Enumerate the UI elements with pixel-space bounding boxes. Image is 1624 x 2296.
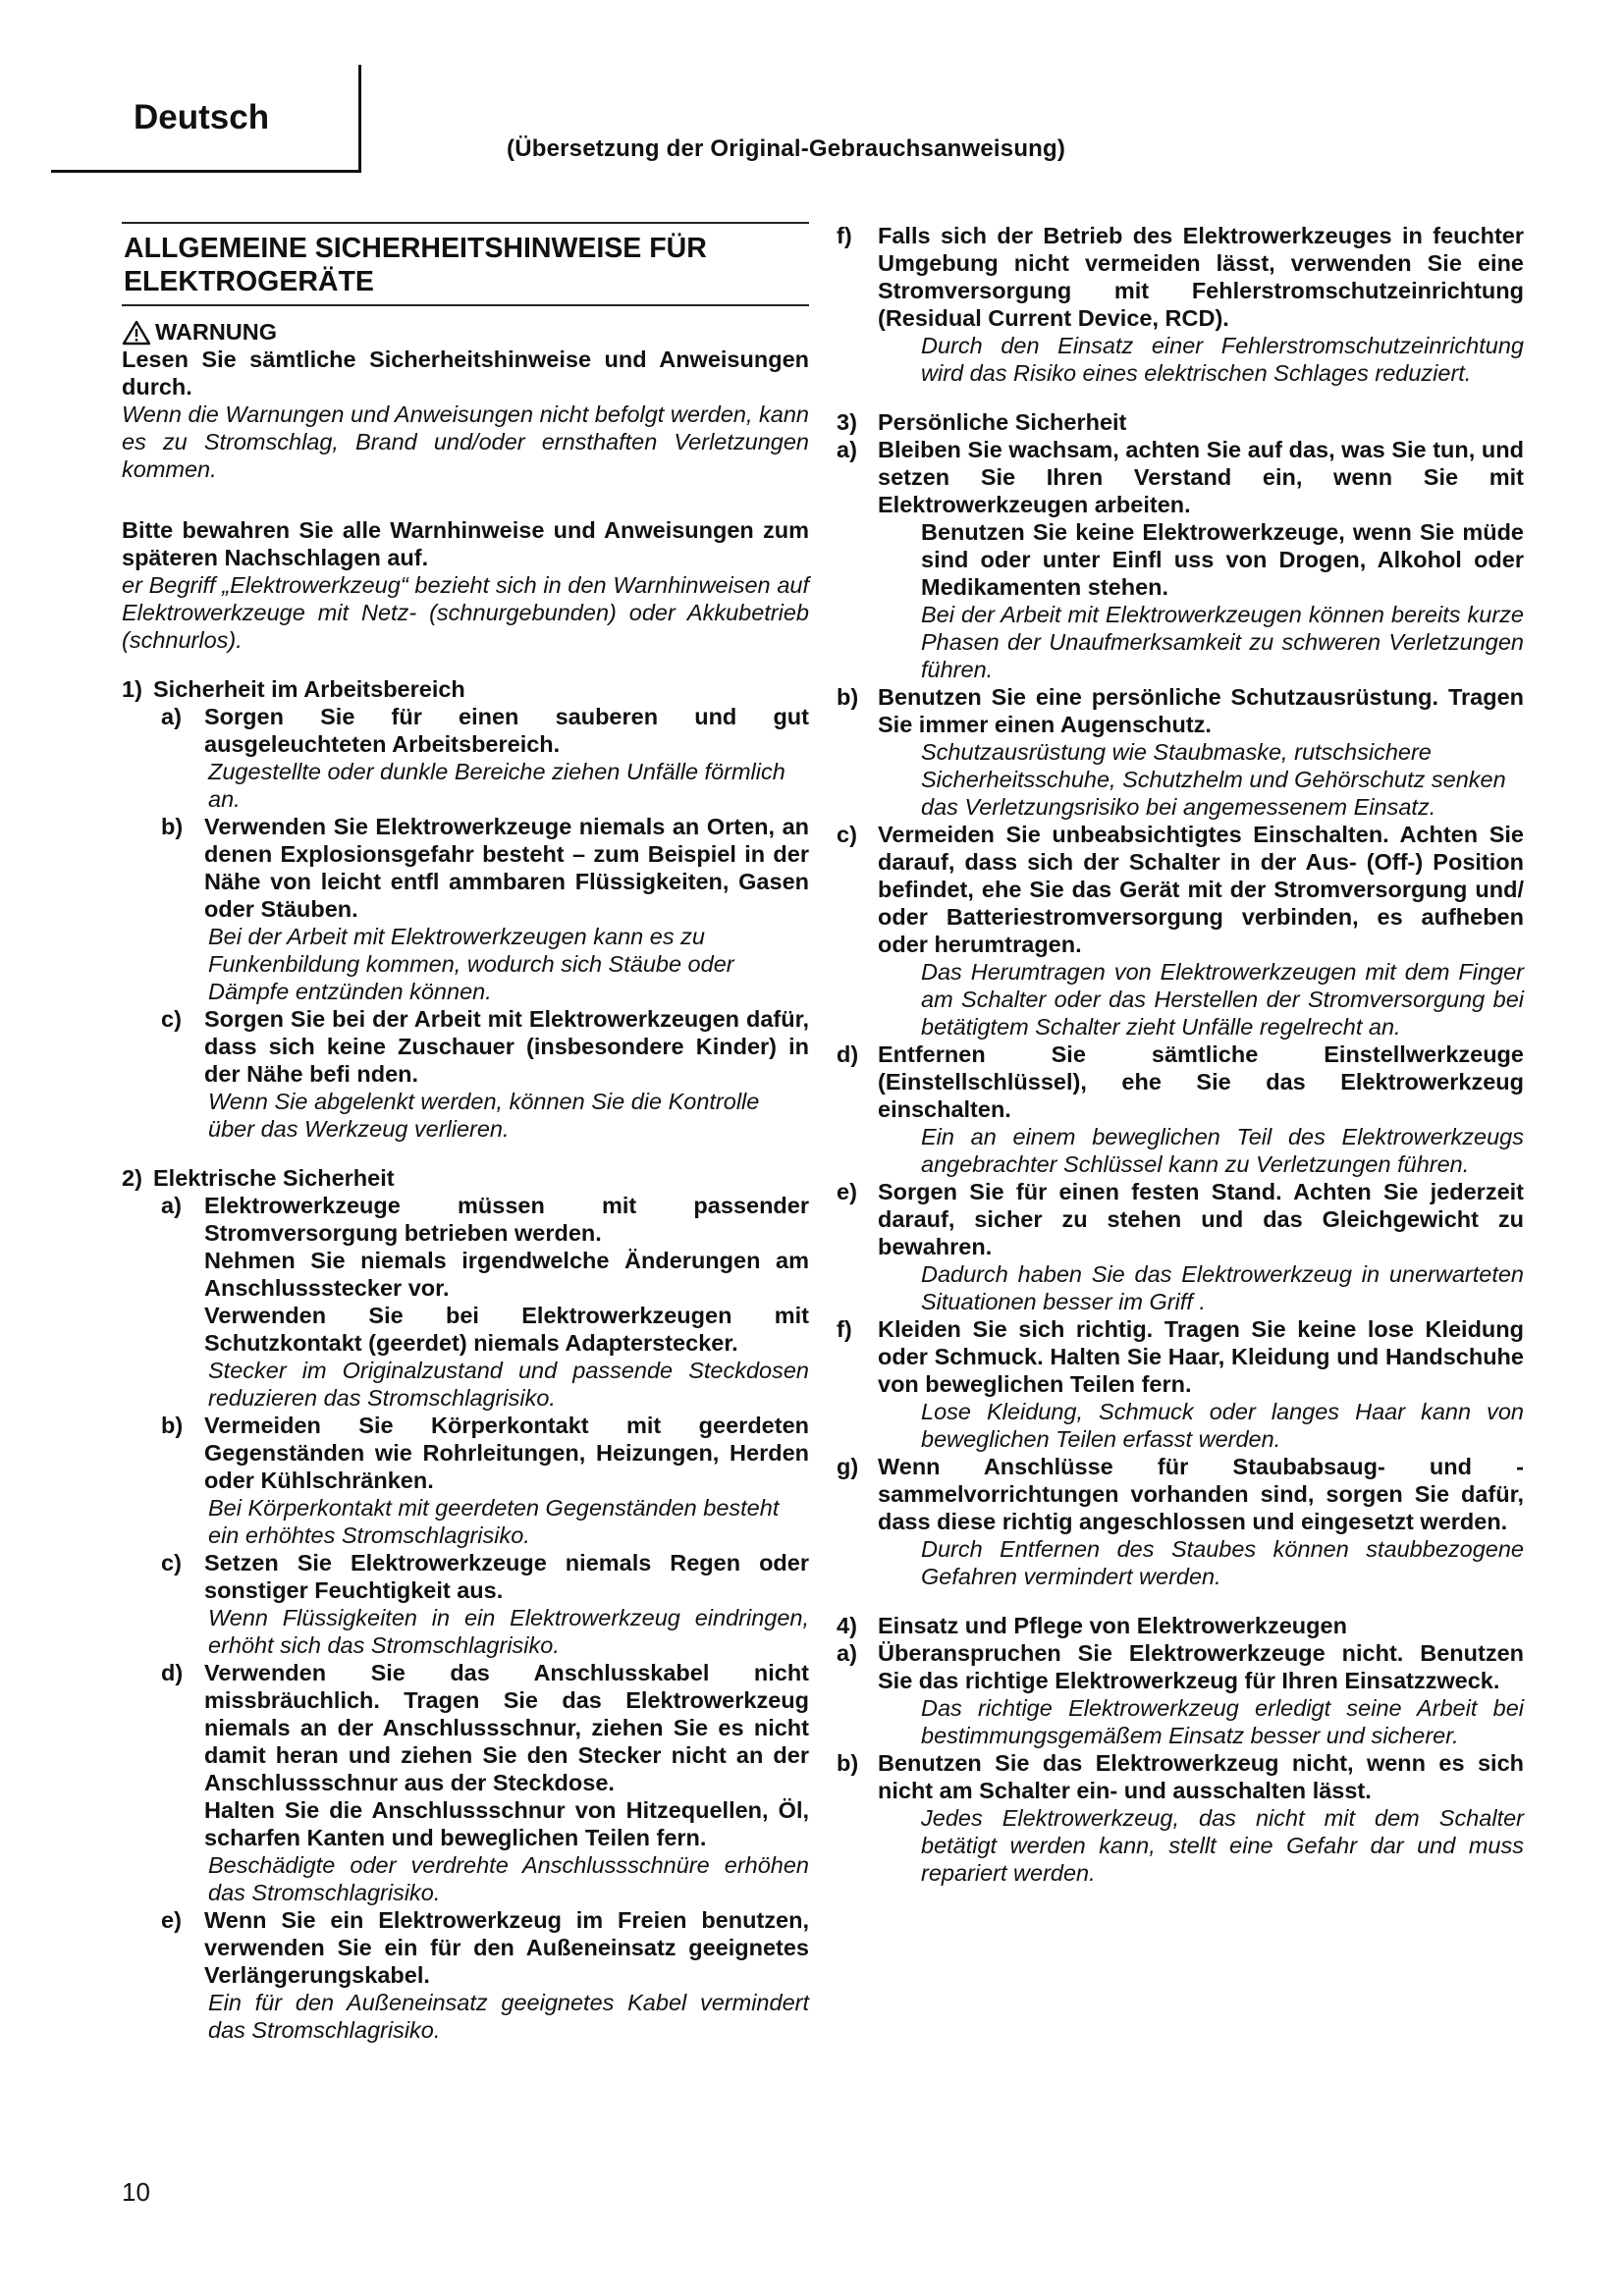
- section-4-title: 4) Einsatz und Pflege von Elektrowerkzeugen: [837, 1613, 1347, 1638]
- section-2-title: 2) Elektrische Sicherheit: [122, 1165, 395, 1191]
- s3-note-f: Lose Kleidung, Schmuck oder langes Haar kann von beweglichen Teilen erfasst werden.: [921, 1399, 1524, 1452]
- term-definition: er Begriff „Elektrowerkzeug“ bezieht sich in den Warnhinweisen auf Elektrowerkzeuge mit Netz- (schnurgebunden) oder Akkubetrieb (schnurlos).: [122, 572, 809, 653]
- s3-note-e: Dadurch haben Sie das Elektrowerkzeug in unerwarteten Situationen besser im Griff .: [921, 1261, 1524, 1314]
- s2-note-e: Ein für den Außeneinsatz geeignetes Kabel vermindert das Stromschlagrisiko.: [208, 1990, 809, 2043]
- intro-italic: Wenn die Warnungen und Anweisungen nicht befolgt werden, kann es zu Stromschlag, Brand und/oder ernsthaften Verletzungen kommen.: [122, 401, 809, 482]
- intro-bold: Lesen Sie sämtliche Sicherheitshinweise und Anweisungen durch.: [122, 347, 809, 400]
- s3-item-d: d) Entfernen Sie sämtliche Einstellwerkzeuge (Einstellschlüssel), ehe Sie das Elektrowerkzeug einschalten.: [837, 1041, 1524, 1122]
- keep-instructions: Bitte bewahren Sie alle Warnhinweise und Anweisungen zum späteren Nachschlagen auf.: [122, 517, 809, 570]
- s2-item-f: f) Falls sich der Betrieb des Elektrowerkzeuges in feuchter Umgebung nicht vermeiden lässt, verwenden Sie eine Stromversorgung mit Fehlerstromschutzeinrichtung (Residual Current Device, RCD).: [837, 223, 1524, 331]
- section-3-title: 3) Persönliche Sicherheit: [837, 409, 1127, 435]
- s3-note-c: Das Herumtragen von Elektrowerkzeugen mit dem Finger am Schalter oder das Herstellen der Stromversorgung bei betätigtem Schalter zieht Unfälle regelrecht an.: [921, 959, 1524, 1040]
- s1-note-b: Bei der Arbeit mit Elektrowerkzeugen kann es zu Funkenbildung kommen, wodurch sich Stäube oder Dämpfe entzünden können.: [208, 924, 734, 1004]
- document-subtitle: (Übersetzung der Original-Gebrauchsanweisung): [507, 135, 1066, 162]
- s4-item-b: b) Benutzen Sie das Elektrowerkzeug nicht, wenn es sich nicht am Schalter ein- und ausschalten lässt.: [837, 1750, 1524, 1803]
- s3-item-f: f) Kleiden Sie sich richtig. Tragen Sie keine lose Kleidung oder Schmuck. Halten Sie Haar, Kleidung und Handschuhe von beweglichen Teilen fern.: [837, 1316, 1524, 1397]
- s2-note-c: Wenn Flüssigkeiten in ein Elektrowerkzeug eindringen, erhöht sich das Stromschlagrisiko.: [208, 1605, 809, 1658]
- s2-item-a-cont1: Nehmen Sie niemals irgendwelche Änderungen am Anschlussstecker vor.: [204, 1248, 809, 1301]
- s2-item-d: d) Verwenden Sie das Anschlusskabel nicht missbräuchlich. Tragen Sie das Elektrowerkzeug niemals an der Anschlussschnur, ziehen Sie es nicht damit heran und ziehen Sie den Stecker nicht an der Anschlussschnur aus der Steckdose.: [161, 1660, 809, 1795]
- s2-note-f: Durch den Einsatz einer Fehlerstromschutzeinrichtung wird das Risiko eines elektrischen Schlages reduziert.: [921, 333, 1524, 386]
- s2-note-a: Stecker im Originalzustand und passende Steckdosen reduzieren das Stromschlagrisiko.: [208, 1358, 809, 1411]
- s2-item-d-cont: Halten Sie die Anschlussschnur von Hitzequellen, Öl, scharfen Kanten und beweglichen Teilen fern.: [204, 1797, 809, 1850]
- s4-note-b: Jedes Elektrowerkzeug, das nicht mit dem Schalter betätigt werden kann, stellt eine Gefahr dar und muss repariert werden.: [921, 1805, 1524, 1886]
- s3-note-d: Ein an einem beweglichen Teil des Elektrowerkzeugs angebrachter Schlüssel kann zu Verletzungen führen.: [921, 1124, 1524, 1177]
- s4-note-a: Das richtige Elektrowerkzeug erledigt seine Arbeit bei bestimmungsgemäßem Einsatz besser und sicherer.: [921, 1695, 1524, 1748]
- s3-item-b: b) Benutzen Sie eine persönliche Schutzausrüstung. Tragen Sie immer einen Augenschutz.: [837, 684, 1524, 737]
- warning-triangle-icon: [122, 320, 151, 346]
- warning-line: [122, 318, 809, 346]
- section-1-title: 1) Sicherheit im Arbeitsbereich: [122, 676, 465, 702]
- s2-note-b: Bei Körperkontakt mit geerdeten Gegenständen besteht ein erhöhtes Stromschlagrisiko.: [208, 1495, 780, 1548]
- s3-note-a: Bei der Arbeit mit Elektrowerkzeugen können bereits kurze Phasen der Unaufmerksamkeit zu schweren Verletzungen führen.: [921, 602, 1524, 682]
- left-column: [122, 222, 809, 2044]
- s1-note-a: Zugestellte oder dunkle Bereiche ziehen Unfälle förmlich an.: [208, 759, 785, 812]
- section-heading: ALLGEMEINE SICHERHEITSHINWEISE FÜR ELEKTROGERÄTE: [124, 233, 707, 297]
- s4-item-a: a) Überanspruchen Sie Elektrowerkzeuge nicht. Benutzen Sie das richtige Elektrowerkzeug für Ihren Einsatzzweck.: [837, 1640, 1524, 1693]
- s1-note-c: Wenn Sie abgelenkt werden, können Sie die Kontrolle über das Werkzeug verlieren.: [208, 1089, 760, 1142]
- s3-note-b: Schutzausrüstung wie Staubmaske, rutschsichere Sicherheitsschuhe, Schutzhelm und Gehörschutz senken das Verletzungsrisiko bei angemessenem Einsatz.: [921, 739, 1506, 820]
- warning-label: WARNUNG: [155, 319, 278, 345]
- s3-item-a-cont: Benutzen Sie keine Elektrowerkzeuge, wenn Sie müde sind oder unter Einfl uss von Drogen, Alkohol oder Medikamenten stehen.: [921, 519, 1524, 600]
- s3-item-e: e) Sorgen Sie für einen festen Stand. Achten Sie jederzeit darauf, sicher zu stehen und das Gleichgewicht zu bewahren.: [837, 1179, 1524, 1259]
- page-number: 10: [122, 2177, 150, 2207]
- s2-item-a: a) Elektrowerkzeuge müssen mit passender Stromversorgung betrieben werden.: [161, 1193, 809, 1246]
- s1-item-c: c) Sorgen Sie bei der Arbeit mit Elektrowerkzeugen dafür, dass sich keine Zuschauer (insbesondere Kinder) in der Nähe befi nden.: [161, 1006, 809, 1087]
- s1-item-a: a) Sorgen Sie für einen sauberen und gut ausgeleuchteten Arbeitsbereich.: [161, 704, 809, 757]
- s3-item-g: g) Wenn Anschlüsse für Staubabsaug- und -sammelvorrichtungen vorhanden sind, sorgen Sie dafür, dass diese richtig angeschlossen und eingesetzt werden.: [837, 1454, 1524, 1534]
- s1-item-b: b) Verwenden Sie Elektrowerkzeuge niemals an Orten, an denen Explosionsgefahr besteht – zum Beispiel in der Nähe von leicht entfl ammbaren Flüssigkeiten, Gasen oder Stäuben.: [161, 814, 809, 922]
- s3-item-c: c) Vermeiden Sie unbeabsichtigtes Einschalten. Achten Sie darauf, dass sich der Schalter in der Aus- (Off-) Position befindet, ehe Sie das Gerät mit der Stromversorgung und/ oder Batteriestromversorgung verbinden, es aufheben oder herumtragen.: [837, 822, 1524, 957]
- s2-item-e: e) Wenn Sie ein Elektrowerkzeug im Freien benutzen, verwenden Sie ein für den Außeneinsatz geeignetes Verlängerungskabel.: [161, 1907, 809, 1988]
- right-column: [837, 222, 1524, 1887]
- s2-item-c: c) Setzen Sie Elektrowerkzeuge niemals Regen oder sonstiger Feuchtigkeit aus.: [161, 1550, 809, 1603]
- s2-note-d: Beschädigte oder verdrehte Anschlussschnüre erhöhen das Stromschlagrisiko.: [208, 1852, 809, 1905]
- s2-item-b: b) Vermeiden Sie Körperkontakt mit geerdeten Gegenständen wie Rohrleitungen, Heizungen, Herden oder Kühlschränken.: [161, 1413, 809, 1493]
- language-tab: [51, 65, 361, 173]
- s3-item-a: a) Bleiben Sie wachsam, achten Sie auf das, was Sie tun, und setzen Sie Ihren Verstand ein, wenn Sie mit Elektrowerkzeugen arbeiten.: [837, 437, 1524, 517]
- s2-item-a-cont2: Verwenden Sie bei Elektrowerkzeugen mit Schutzkontakt (geerdet) niemals Adapterstecker.: [204, 1303, 809, 1356]
- language-label: Deutsch: [134, 98, 270, 136]
- heading-rule-bottom: [122, 304, 809, 306]
- s3-note-g: Durch Entfernen des Staubes können staubbezogene Gefahren vermindert werden.: [921, 1536, 1524, 1589]
